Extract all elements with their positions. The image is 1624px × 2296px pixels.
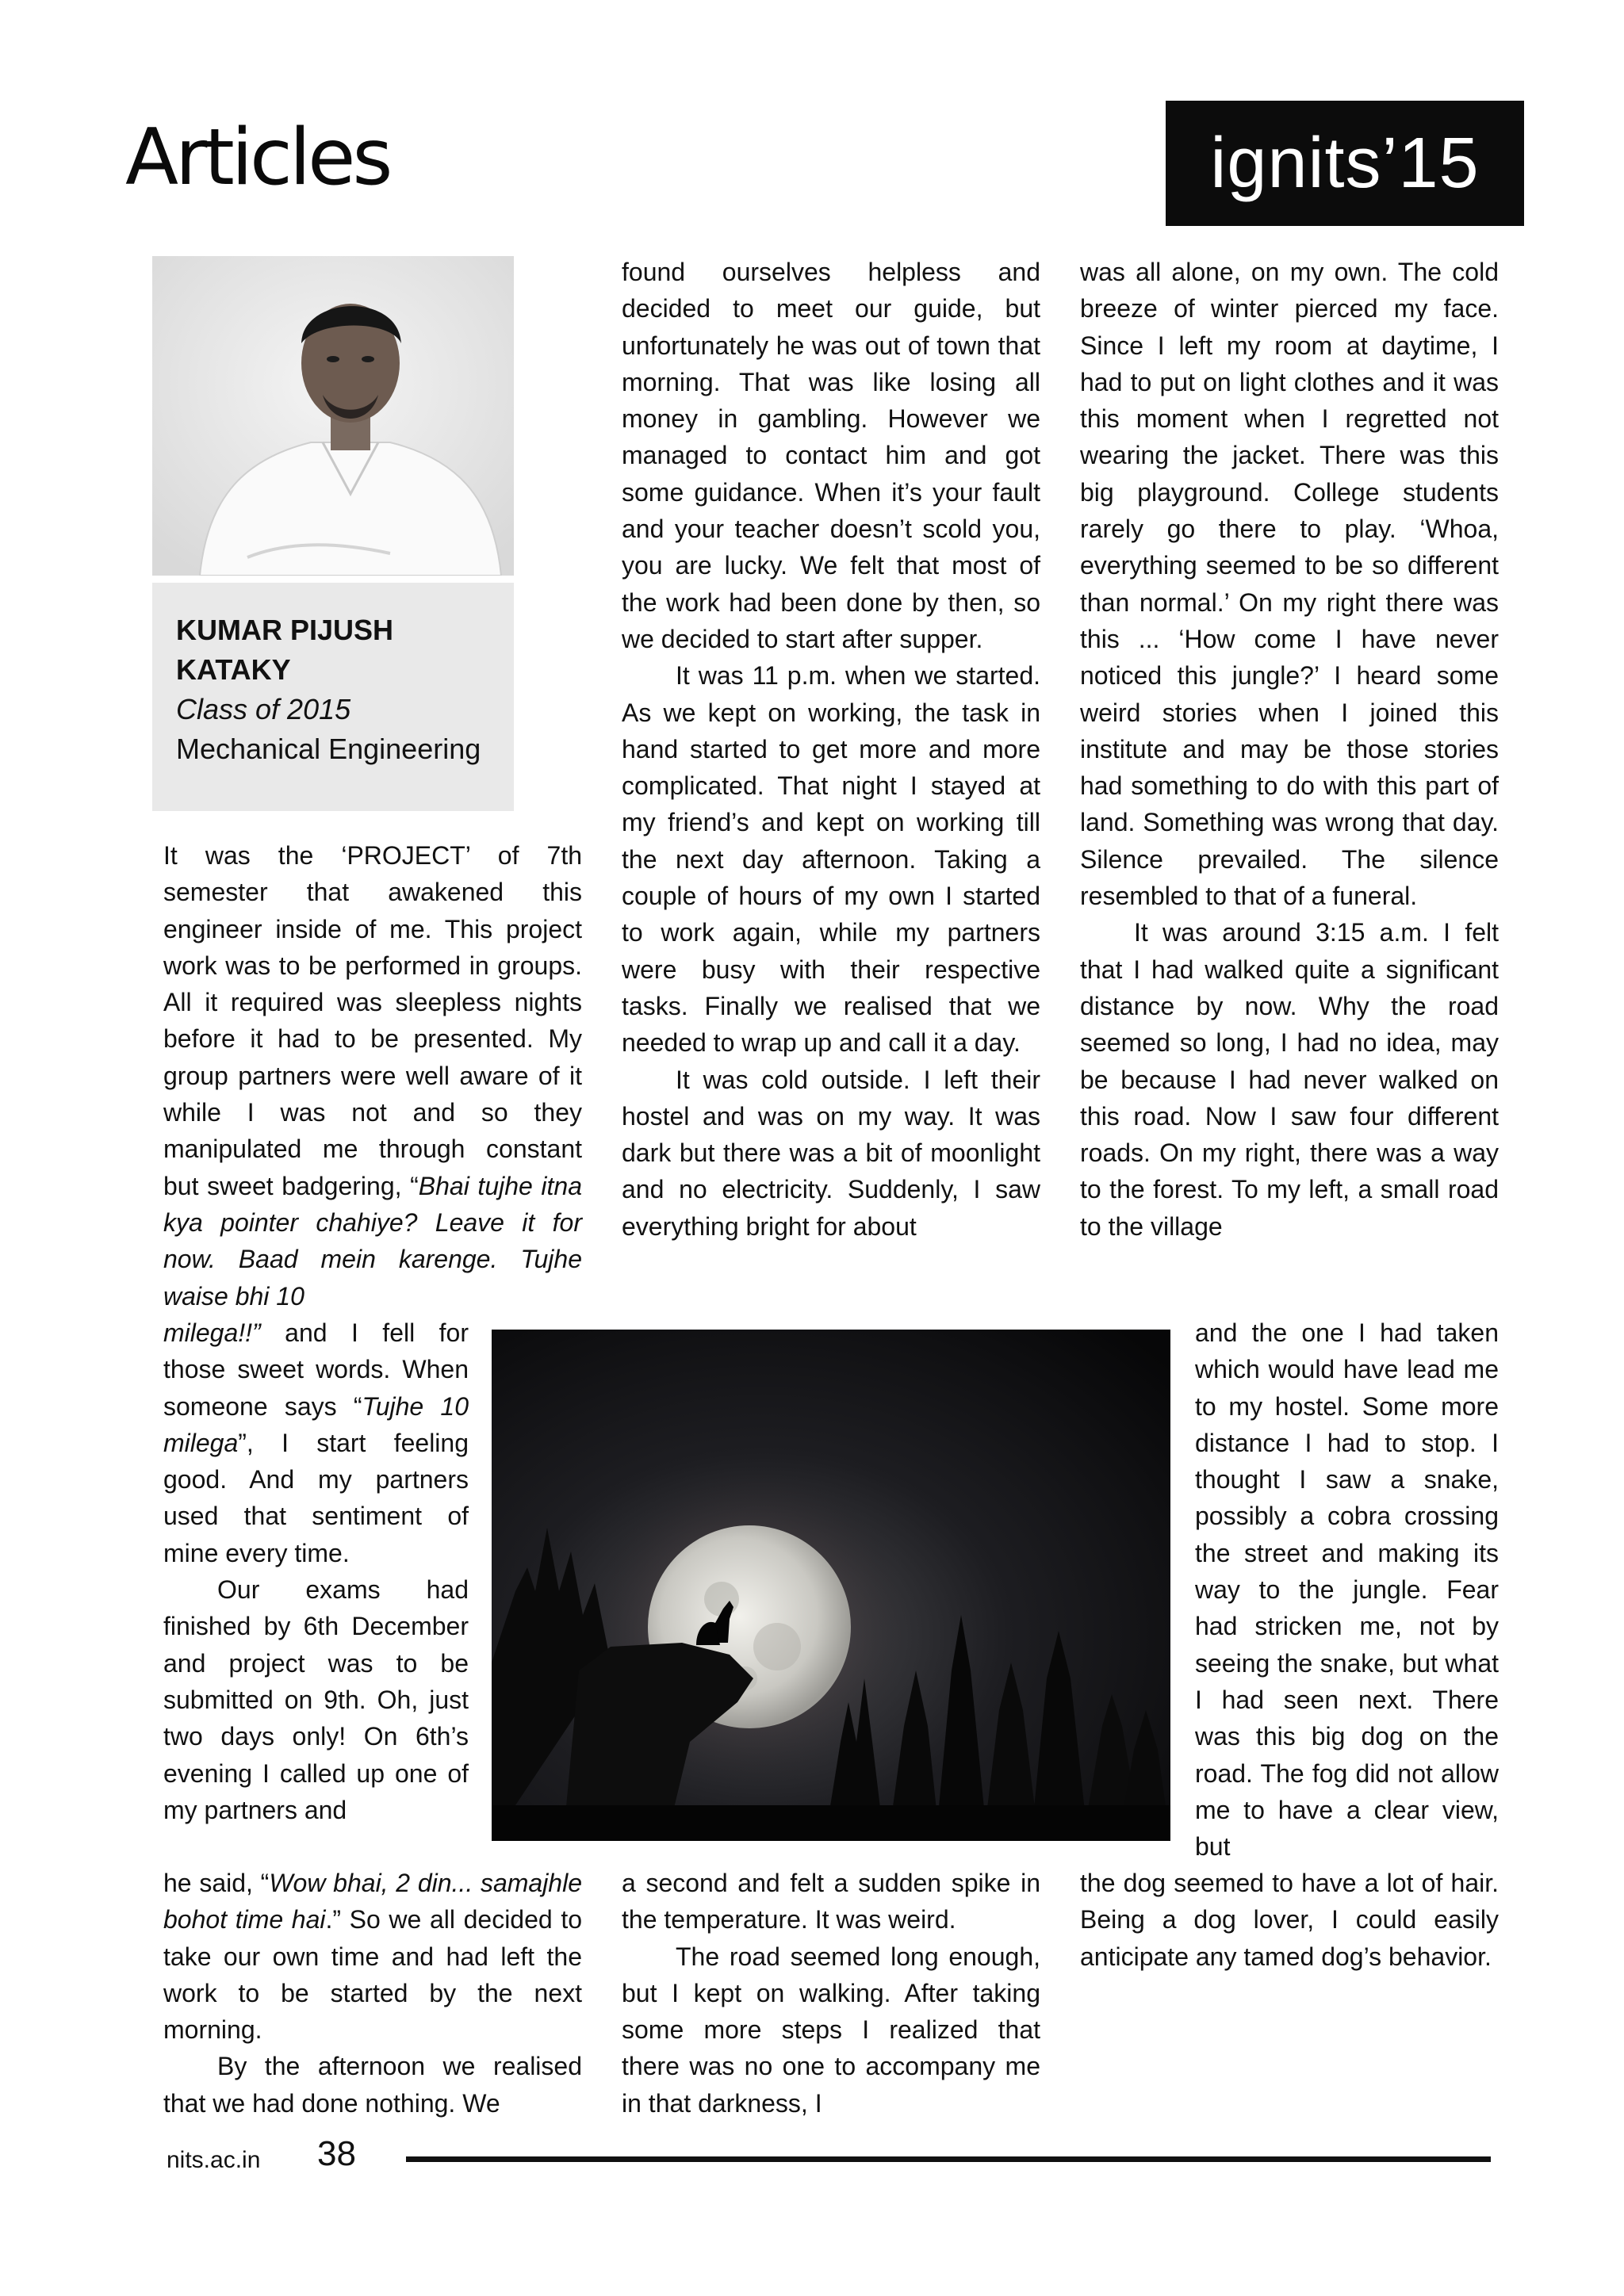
article-paragraph: Our exams had finished by 6th December and project was to be submitted on 9th. Oh, just two days only! On 6th’s evening I called up one of my partners and	[163, 1575, 469, 1824]
author-info-box	[152, 583, 514, 811]
article-italic: Bhai tujhe itna kya pointer chahiye? Leave it for now. Baad mein karenge. Tujhe waise bhi 10	[163, 1171, 583, 1311]
article-paragraph: By the afternoon we realised that we had done nothing. We	[163, 2052, 582, 2118]
article-text: ”, I start feeling good. And my partners used that sentiment of mine every time.	[163, 1428, 469, 1567]
article-italic: milega!!”	[163, 1318, 261, 1347]
page-number: 38	[317, 2134, 356, 2173]
article-paragraph: It was 11 p.m. when we started. As we kept on working, the task in hand started to get more and more complicated. That night I stayed at my friend’s and kept on working till the next day afternoon. Taking a couple of hours of my own I started to work again, while my partners were busy with their respective tasks. Finally we realised that we needed to wrap up and call it a day.	[622, 661, 1040, 1058]
wolf-moon-illustration	[492, 1330, 1170, 1841]
article-col1-bottom	[163, 1865, 582, 2122]
article-col3-bottom	[1080, 1865, 1499, 1975]
article-paragraph: It was cold outside. I left their hostel and was on my way. It was dark but there was a bit of moonlight and no electricity. Suddenly, I saw everything bright for about	[622, 1065, 1040, 1241]
article-text: he said, “	[163, 1869, 270, 1897]
article-italic: Tujhe 10 milega	[163, 1391, 469, 1457]
article-paragraph: and the one I had taken which would have lead me to my hostel. Some more distance I had to stop. I thought I saw a snake, possibly a cobra crossing the street and making its way to the jungle. Fear had stricken me, not by seeing the snake, but what I had seen next. There was this big dog on the road. The fog did not allow me to have a clear view, but	[1195, 1318, 1499, 1862]
article-col3-narrow	[1195, 1314, 1499, 1865]
article-paragraph: was all alone, on my own. The cold breeze of winter pierced my face. Since I left my room at daytime, I had to put on light clothes and it was this moment when I regretted not wearing the jacket. There was this big playground. College students rarely go there to play. ‘Whoa, everything seemed to be so different than normal.’ On my right there was this ... ‘How come I have never noticed this jungle?’ I heard some weird stories when I joined this institute and may be those stories had something to do with this part of land. Something was wrong that day. Silence prevailed. The silence resembled to that of a funeral.	[1080, 258, 1499, 911]
magazine-badge: ignits’15	[1166, 101, 1524, 226]
article-col2-top	[622, 254, 1040, 1245]
article-italic: Wow bhai, 2 din... samajhle bohot time hai	[163, 1869, 583, 1934]
article-paragraph: found ourselves helpless and decided to meet our guide, but unfortunately he was out of town that morning. That was like losing all money in gambling. However we managed to contact him and got some guidance. When it’s your fault and your teacher doesn’t scold you, you are lucky. We felt that most of the work had been done by then, so we decided to start after supper.	[622, 258, 1040, 653]
author-name: KUMAR PIJUSH KATAKY	[176, 614, 394, 686]
author-photo	[152, 256, 514, 576]
author-department: Mechanical Engineering	[176, 733, 481, 765]
article-text: It was the ‘PROJECT’ of 7th semester that awakened this engineer inside of me. This project work was to be performed in groups. All it required was sleepless nights before it had to be presented. My group partners were well aware of it while I was not and so they manipulated me through constant but sweet badgering, “	[163, 841, 582, 1200]
author-class: Class of 2015	[176, 693, 351, 725]
article-paragraph: a second and felt a sudden spike in the temperature. It was weird.	[622, 1869, 1040, 1934]
article-paragraph: The road seemed long enough, but I kept on walking. After taking some more steps I realized that there was no one to accompany me in that darkness, I	[622, 1942, 1040, 2118]
article-col2-bottom	[622, 1865, 1040, 2122]
article-text: .” So we all decided to take our own time and had left the work to be started by the next morning.	[163, 1905, 582, 2045]
article-paragraph: the dog seemed to have a lot of hair. Being a dog lover, I could easily anticipate any tamed dog’s behavior.	[1080, 1869, 1499, 1971]
article-col3-top	[1080, 254, 1499, 1245]
footer-site: nits.ac.in	[167, 2147, 261, 2173]
section-title: Articles	[125, 113, 390, 203]
article-col1-top	[163, 837, 582, 1314]
article-col1-narrow	[163, 1314, 469, 1828]
article-paragraph: It was around 3:15 a.m. I felt that I had walked quite a significant distance by now. Why the road seemed so long, I had no idea, may be because I had never walked on this road. Now I saw four different roads. On my right, there was a way to the forest. To my left, a small road to the village	[1080, 918, 1499, 1241]
article-text: and I fell for those sweet words. When someone says “	[163, 1318, 469, 1421]
footer-rule	[406, 2156, 1491, 2162]
